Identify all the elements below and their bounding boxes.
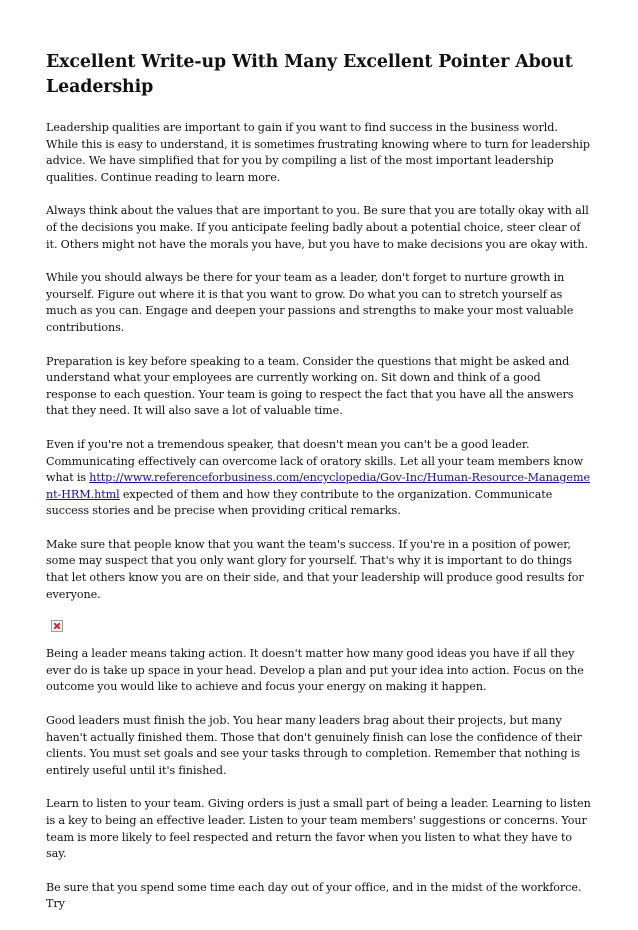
page-title: Excellent Write-up With Many Excellent Pointer About Leadership bbox=[46, 52, 573, 97]
broken-image-icon bbox=[51, 620, 63, 632]
paragraph-1: Leadership qualities are important to gain if you want to find success in the business world. While this is easy to understand, it is sometimes frustrating knowing where to turn for leadership advice. We have simplified that for you by compiling a list of the most important leadership qualities. Continue reading to learn more. bbox=[46, 121, 590, 184]
paragraph-10: Be sure that you spend some time each day out of your office, and in the midst of the workforce. Try bbox=[46, 880, 582, 911]
paragraph-2: Always think about the values that are important to you. Be sure that you are totally okay with all of the decisions you make. If you anticipate feeling badly about a potential choice, steer clear of it. Others might not have the morals you have, but you have to make decisions you are okay with. bbox=[46, 204, 589, 251]
paragraph-7: Being a leader means taking action. It doesn't matter how many good ideas you have if all they ever do is take up space in your head. Develop a plan and put your idea into action. Focus on the outcome you would like to achieve and focus your energy on making it happen. bbox=[46, 647, 584, 694]
paragraph-3: While you should always be there for your team as a leader, don't forget to nurture growth in yourself. Figure out where it is that you want to grow. Do what you can to stretch yourself as much as you can. Engage and deepen your passions and strengths to make your most valuable contributions. bbox=[46, 271, 574, 334]
paragraph-9: Learn to listen to your team. Giving orders is just a small part of being a leader. Learning to listen is a key to being an effective leader. Listen to your team members' suggestions or concerns. Your team is more likely to feel respected and return the favor when you listen to what they have to say. bbox=[46, 797, 591, 861]
paragraph-5-after-link: expected of them and how they contribute to the organization. Communicate success stories and be precise when providing critical remarks. bbox=[46, 487, 553, 518]
reference-link[interactable]: http://www.referenceforbusiness.com/encyclopedia/Gov-Inc/Human-Resource-Management-HRM.html bbox=[46, 471, 591, 501]
paragraph-8: Good leaders must finish the job. You hear many leaders brag about their projects, but many haven't actually finished them. Those that don't genuinely finish can lose the confidence of their clients. You must set goals and see your tasks through to completion. Remember that nothing is entirely useful until it's finished. bbox=[46, 714, 582, 777]
paragraph-5-before-link: Even if you're not a tremendous speaker, that doesn't mean you can't be a good leader. Communicating effectively can overcome lack of oratory skills. Let all your team members know what is bbox=[46, 437, 584, 485]
paragraph-5 bbox=[46, 437, 592, 520]
paragraph-4: Preparation is key before speaking to a team. Consider the questions that might be asked and understand what your employees are currently working on. Sit down and think of a good response to each question. Your team is going to respect the fact that you have all the answers that they need. It will also save a lot of valuable time. bbox=[46, 354, 574, 418]
document-page bbox=[46, 50, 592, 930]
paragraph-6: Make sure that people know that you want the team's success. If you're in a position of power, some may suspect that you only want glory for yourself. That's why it is important to do things that let others know you are on their side, and that your leadership will produce good results for everyone. bbox=[46, 537, 584, 601]
